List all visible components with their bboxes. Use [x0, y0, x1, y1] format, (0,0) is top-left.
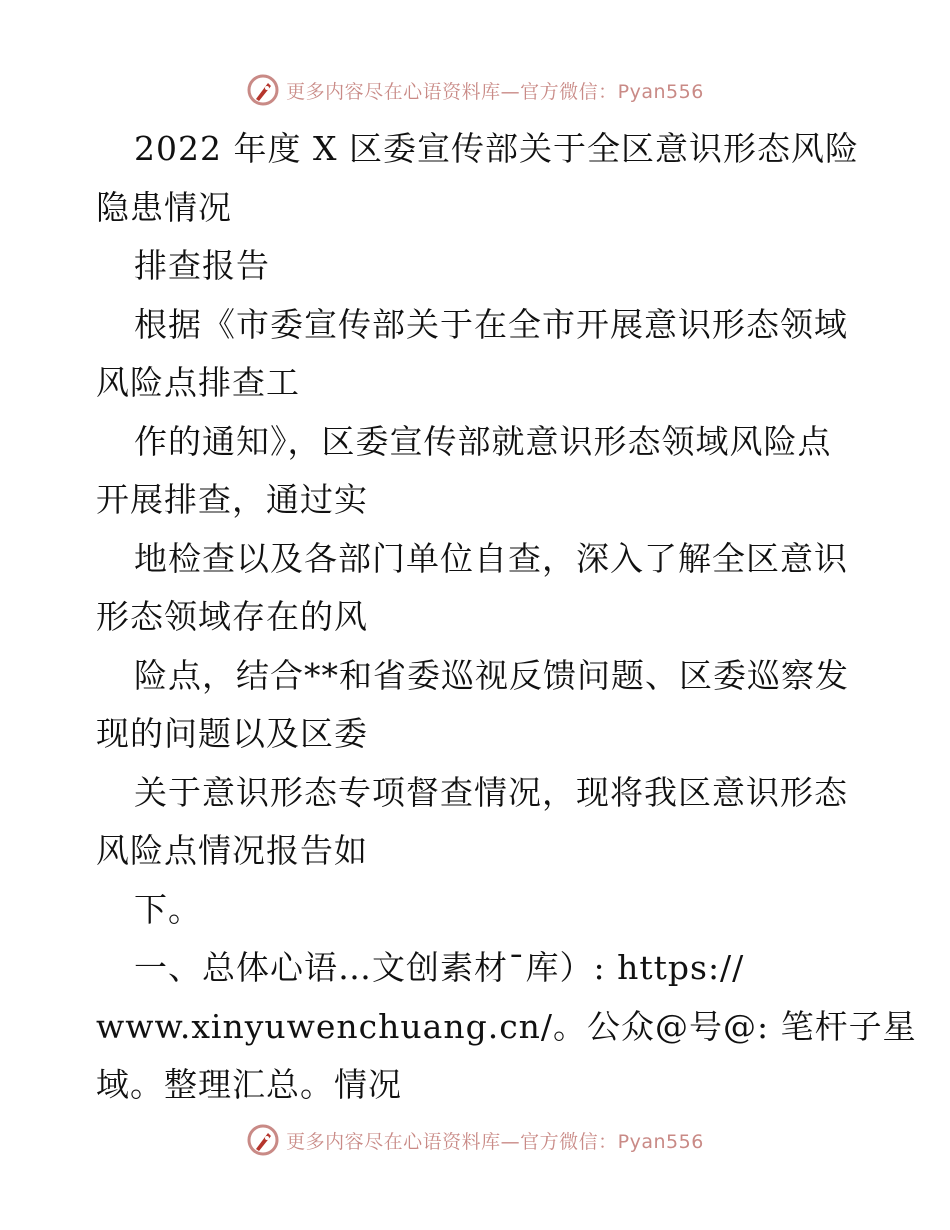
section-heading-line: 一、总体心语…文创素材¯库）: https:// — [134, 948, 745, 987]
pen-nib-logo-icon — [246, 73, 280, 107]
body-line: 关于意识形态专项督查情况，现将我区意识形态 — [134, 772, 848, 812]
title-line-3: 排查报告 — [134, 246, 270, 285]
body-line: 作的通知》，区委宣传部就意识形态领域风险点 — [134, 421, 832, 461]
body-line: 根据《市委宣传部关于在全市开展意识形态领域 — [134, 304, 848, 344]
title-line-1: 2022 年度 X 区委宣传部关于全区意识形态风险 — [134, 129, 859, 168]
header-watermark-text: 更多内容尽在心语资料库—官方微信：Pyan556 — [286, 80, 704, 103]
body-line: 开展排查，通过实 — [96, 480, 368, 519]
header-watermark-banner — [0, 70, 950, 110]
pen-nib-logo-icon — [246, 1123, 280, 1157]
footer-watermark-text: 更多内容尽在心语资料库—官方微信：Pyan556 — [286, 1130, 704, 1153]
body-line: 风险点情况报告如 — [96, 831, 368, 870]
body-line: 下。 — [134, 889, 202, 929]
body-line: 地检查以及各部门单位自查，深入了解全区意识 — [134, 538, 848, 578]
footer-watermark-banner — [0, 1120, 950, 1160]
body-line: www.xinyuwenchuang.cn/。公众@号@: 笔杆子星 — [96, 1006, 917, 1046]
body-line: 形态领域存在的风 — [96, 597, 368, 636]
title-line-2: 隐患情况 — [96, 187, 232, 227]
body-line: 域。整理汇总。情况 — [96, 1065, 402, 1104]
body-line: 风险点排查工 — [96, 363, 300, 402]
document-body — [96, 120, 917, 1115]
body-line: 现的问题以及区委 — [96, 714, 368, 753]
body-line: 险点，结合**和省委巡视反馈问题、区委巡察发 — [134, 655, 849, 695]
